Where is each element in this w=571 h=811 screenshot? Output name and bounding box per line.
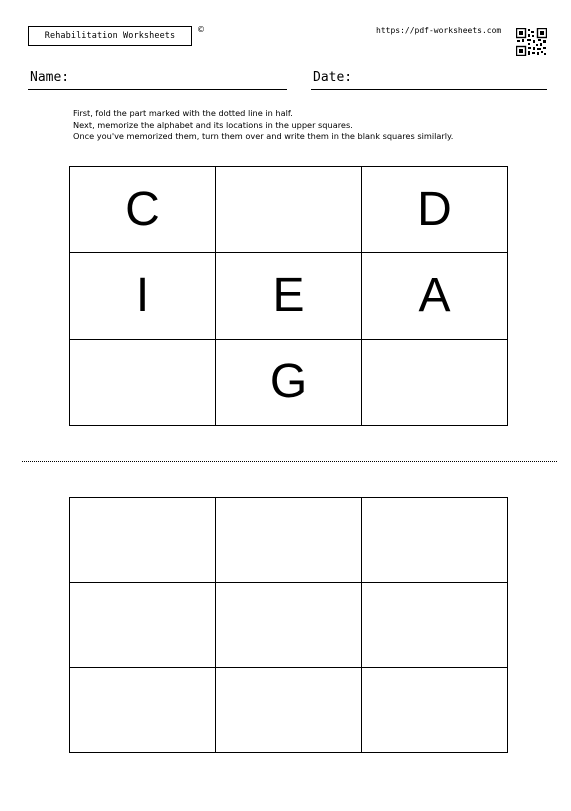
instruction-line: Next, memorize the alphabet and its locations in the upper squares. [73,119,353,130]
memory-cell [362,340,508,426]
answer-cell[interactable] [216,668,362,753]
answer-cell[interactable] [70,583,216,668]
date-field[interactable] [311,89,547,90]
name-label: Name: [30,70,70,85]
memory-cell: C [70,167,216,253]
memory-cell [216,167,362,253]
fold-line [22,461,557,462]
answer-grid [69,497,508,753]
memory-cell [70,340,216,426]
site-url-link[interactable]: https://pdf-worksheets.com [376,26,502,35]
answer-cell[interactable] [70,498,216,583]
date-label: Date: [313,70,353,85]
instructions [73,108,453,143]
memory-cell: A [362,253,508,339]
copyright-mark: © [197,25,205,34]
answer-cell[interactable] [216,583,362,668]
answer-cell[interactable] [362,498,508,583]
worksheet-title: Rehabilitation Worksheets [28,26,192,46]
answer-cell[interactable] [216,498,362,583]
memory-cell: G [216,340,362,426]
qr-code-icon [516,28,547,56]
answer-cell[interactable] [362,583,508,668]
answer-cell[interactable] [362,668,508,753]
memory-cell: E [216,253,362,339]
memory-grid [69,166,508,426]
memory-cell: D [362,167,508,253]
instruction-line: First, fold the part marked with the dotted line in half. [73,108,293,118]
instruction-line: Once you've memorized them, turn them over and write them in the blank squares similarly. [73,131,454,141]
memory-cell: I [70,253,216,339]
name-field[interactable] [28,89,287,90]
answer-cell[interactable] [70,668,216,753]
